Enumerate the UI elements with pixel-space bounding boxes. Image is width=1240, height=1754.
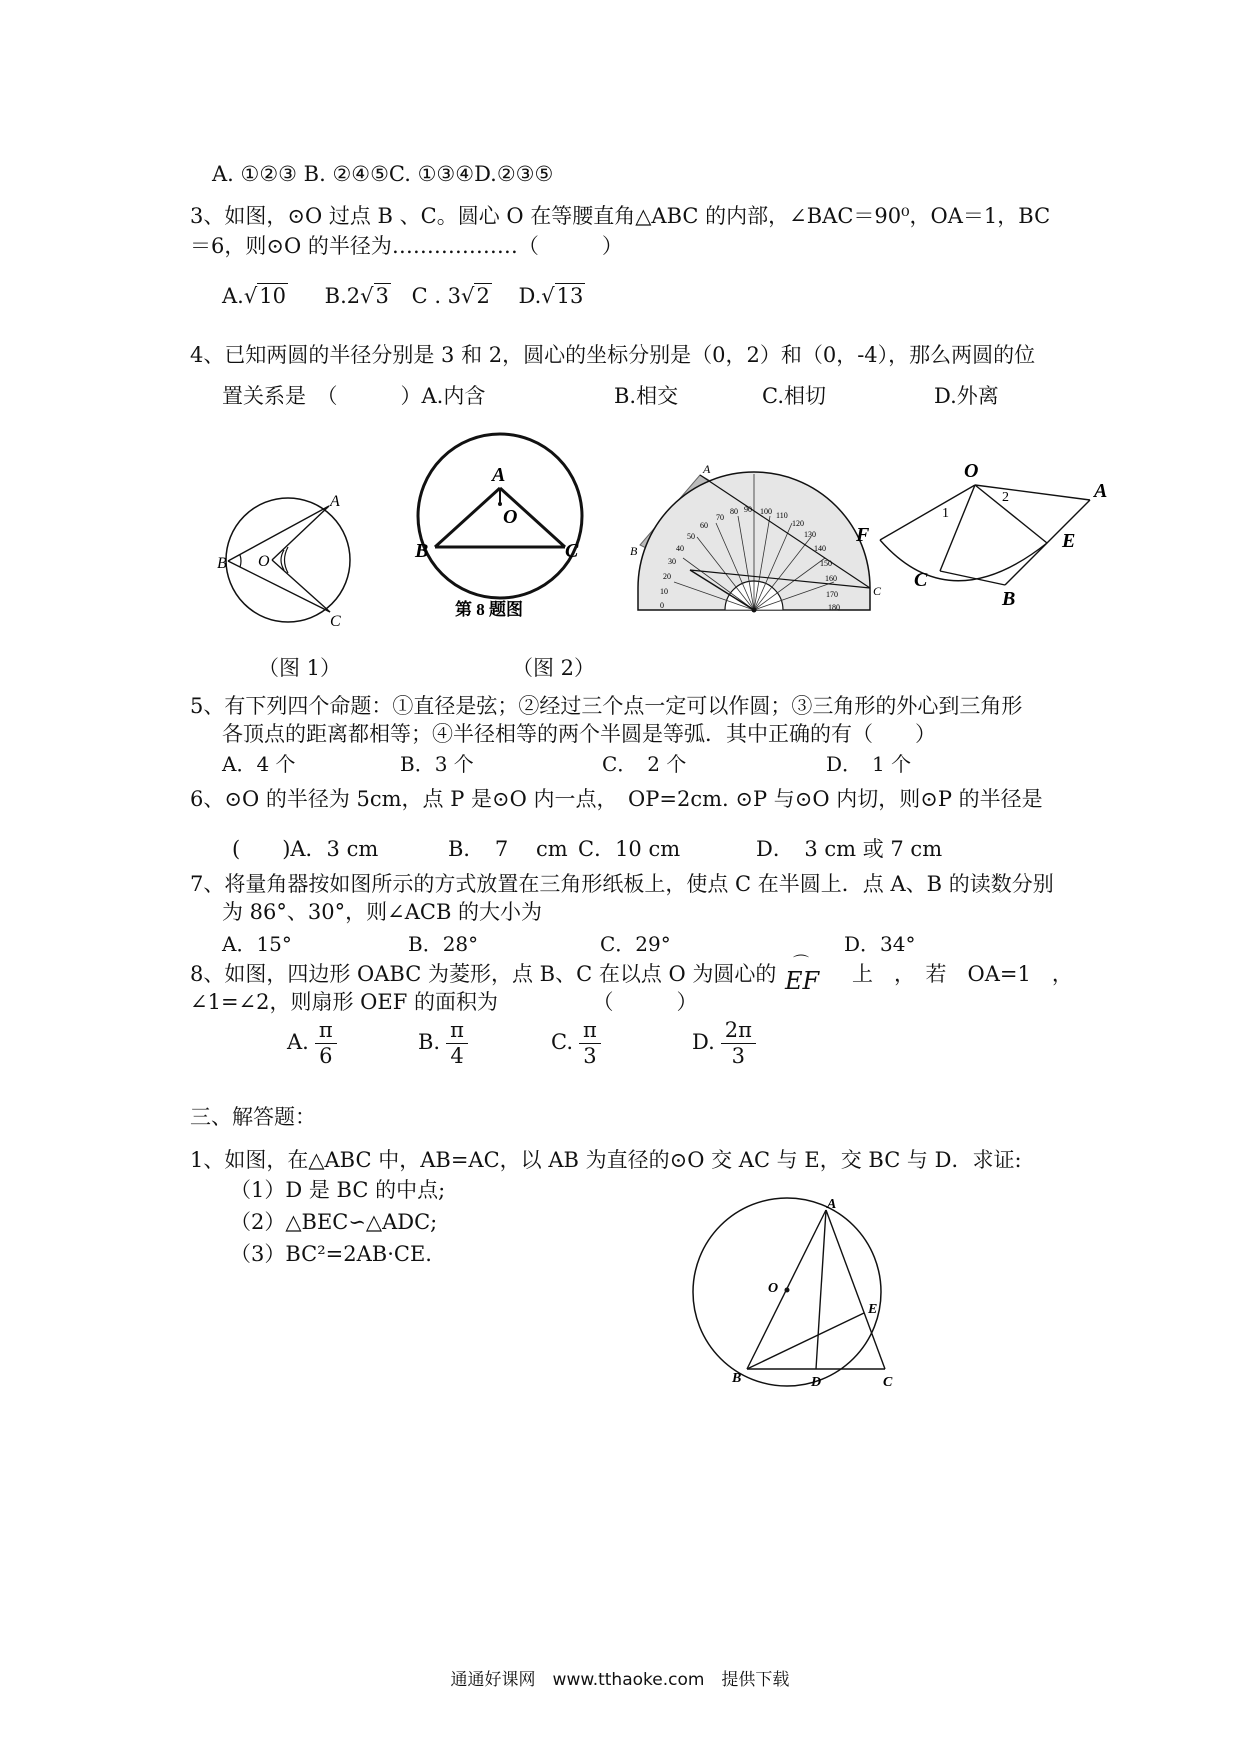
svg-text:170: 170: [826, 590, 838, 599]
q6-opt-c: C．10 cm: [578, 837, 681, 861]
svg-text:90: 90: [744, 505, 752, 514]
q5-line2: 各顶点的距离都相等；④半径相等的两个半圆是等弧．其中正确的有（ ）: [222, 722, 936, 746]
q6-opt-b: B． 7 cm: [448, 837, 568, 861]
figure-1-circle: [218, 490, 358, 630]
label-o: O: [258, 553, 270, 570]
svg-text:140: 140: [814, 544, 826, 553]
label-a: A: [703, 462, 711, 476]
label-b: B: [415, 540, 429, 562]
s3-q1-part2: （2）△BEC∽△ADC;: [230, 1210, 438, 1234]
label-e: E: [1062, 530, 1076, 552]
s3-q1-part1: （1）D 是 BC 的中点;: [230, 1178, 446, 1202]
q4-line2a: 置关系是 （ ）A.内含: [222, 384, 486, 408]
q7-opt-a: A．15°: [222, 932, 292, 956]
label-c: C: [565, 540, 579, 562]
fig2-caption: （图 2）: [512, 656, 596, 680]
label-b: B: [630, 544, 638, 558]
sqrt-sign: √13: [541, 284, 584, 308]
label-o: O: [964, 460, 979, 482]
label-b: B: [1002, 588, 1016, 610]
q3-opt-a: A.: [222, 284, 244, 308]
page-footer: 通通好课网 www.tthaoke.com 提供下载: [450, 1670, 790, 1690]
label-c: C: [330, 613, 341, 630]
svg-text:110: 110: [776, 511, 788, 520]
label-c: C: [873, 584, 882, 598]
q8-option-b: B. $\frac{\pi}{4}$: [418, 1018, 474, 1069]
label-2: 2: [1002, 490, 1009, 505]
label-o: O: [768, 1281, 779, 1296]
sqrt-sign: √10: [243, 284, 286, 308]
svg-text:180: 180: [828, 603, 840, 612]
label-c: C: [914, 569, 928, 591]
label-f: F: [856, 524, 870, 546]
arc-icon: ⌒: [793, 953, 810, 972]
q6-line1: 6、⊙O 的半径为 5cm，点 P 是⊙O 内一点， OP=2cm. ⊙P 与⊙O 内切，则⊙P 的半径是: [190, 787, 1043, 811]
q3-options: [222, 284, 585, 309]
svg-text:60: 60: [700, 521, 708, 530]
svg-text:40: 40: [676, 544, 684, 553]
label-a: A: [1094, 480, 1108, 502]
q5-line1: 5、有下列四个命题：①直径是弦；②经过三个点一定可以作圆；③三角形的外心到三角形: [190, 694, 1023, 718]
label-b: B: [732, 1371, 742, 1386]
label-d: D: [811, 1375, 822, 1390]
q8-line1a: 8、如图，四边形 OABC 为菱形，点 B、C 在以点 O 为圆心的: [190, 962, 777, 986]
label-a: A: [330, 493, 340, 510]
q3-line2: ＝6，则⊙O 的半径为………………（ ）: [190, 234, 623, 258]
label-a: A: [827, 1197, 837, 1212]
fig2-title: 第 8 题图: [455, 600, 523, 619]
q4-opt-c: C.相切: [762, 384, 826, 408]
svg-text:120: 120: [792, 519, 804, 528]
svg-text:150: 150: [820, 559, 832, 568]
figure-protractor: [630, 460, 880, 620]
figure-rhombus-sector: [850, 455, 1135, 615]
svg-text:70: 70: [716, 513, 724, 522]
svg-text:160: 160: [825, 574, 837, 583]
section3-heading: 三、解答题：: [190, 1105, 316, 1129]
s3-q1-part3: （3）BC²=2AB·CE.: [230, 1242, 432, 1266]
label-e: E: [868, 1302, 878, 1317]
svg-text:130: 130: [804, 530, 816, 539]
sqrt-sign: √2: [461, 284, 490, 308]
q3-opt-c: C . 3: [411, 284, 462, 308]
sqrt-sign: √3: [360, 284, 389, 308]
fig1-caption: （图 1）: [258, 656, 342, 680]
q5-opt-b: B．3 个: [400, 752, 474, 776]
figure-2-circle-triangle: [405, 430, 595, 630]
q8-line1b: 上 ， 若 OA=1 ，: [852, 962, 1073, 986]
q5-opt-d: D． 1 个: [826, 752, 912, 776]
q7-line2: 为 86°、30°，则∠ACB 的大小为: [222, 900, 543, 924]
q4-line1: 4、已知两圆的半径分别是 3 和 2，圆心的坐标分别是（0，2）和（0，-4），那么两圆的位: [190, 343, 1036, 367]
q5-opt-c: C． 2 个: [602, 752, 687, 776]
q8-option-c: C. $\frac{\pi}{3}$: [551, 1018, 607, 1069]
q7-line1: 7、将量角器按如图所示的方式放置在三角形纸板上，使点 C 在半圆上．点 A、B 的读数分别: [190, 872, 1054, 896]
q2-options: A. ①②③ B. ②④⑤C. ①③④D.②③⑤: [212, 162, 554, 186]
q8-line2: ∠1=∠2，则扇形 OEF 的面积为 （ ）: [190, 990, 698, 1014]
label-o: O: [503, 506, 518, 528]
q3-line1: 3、如图，⊙O 过点 B 、C。圆心 O 在等腰直角△ABC 的内部，∠BAC＝90⁰，OA＝1，BC: [190, 204, 1051, 228]
label-1: 1: [942, 506, 949, 521]
svg-text:20: 20: [663, 572, 671, 581]
svg-text:30: 30: [668, 557, 676, 566]
q7-opt-d: D．34°: [844, 932, 916, 956]
q8-option-d: D. $\frac{2\pi}{3}$: [692, 1018, 762, 1069]
q8-arc-ef: ⌒ EF: [785, 953, 820, 995]
s3-q1-line1: 1、如图，在△ABC 中，AB=AC，以 AB 为直径的⊙O 交 AC 与 E，交 BC 与 D．求证:: [190, 1148, 1022, 1172]
q7-opt-b: B．28°: [408, 932, 479, 956]
label-b: B: [217, 555, 227, 572]
svg-text:10: 10: [660, 587, 668, 596]
q3-opt-b: B.2: [324, 284, 361, 308]
q3-opt-d: D.: [518, 284, 542, 308]
q4-opt-d: D.外离: [934, 384, 999, 408]
q7-opt-c: C．29°: [600, 932, 671, 956]
q5-opt-a: A．4 个: [222, 752, 296, 776]
label-a: A: [492, 464, 506, 486]
figure-section3-circle: [690, 1195, 910, 1395]
svg-text:50: 50: [687, 532, 695, 541]
svg-text:0: 0: [660, 601, 664, 610]
label-c: C: [883, 1375, 893, 1390]
q8-option-a: A. $\frac{\pi}{6}$: [287, 1018, 343, 1069]
svg-text:80: 80: [730, 507, 738, 516]
q6-paren: ( )A．3 cm: [232, 837, 379, 861]
q6-opt-d: D． 3 cm 或 7 cm: [756, 837, 943, 861]
q4-opt-b: B.相交: [614, 384, 679, 408]
svg-text:100: 100: [760, 507, 772, 516]
